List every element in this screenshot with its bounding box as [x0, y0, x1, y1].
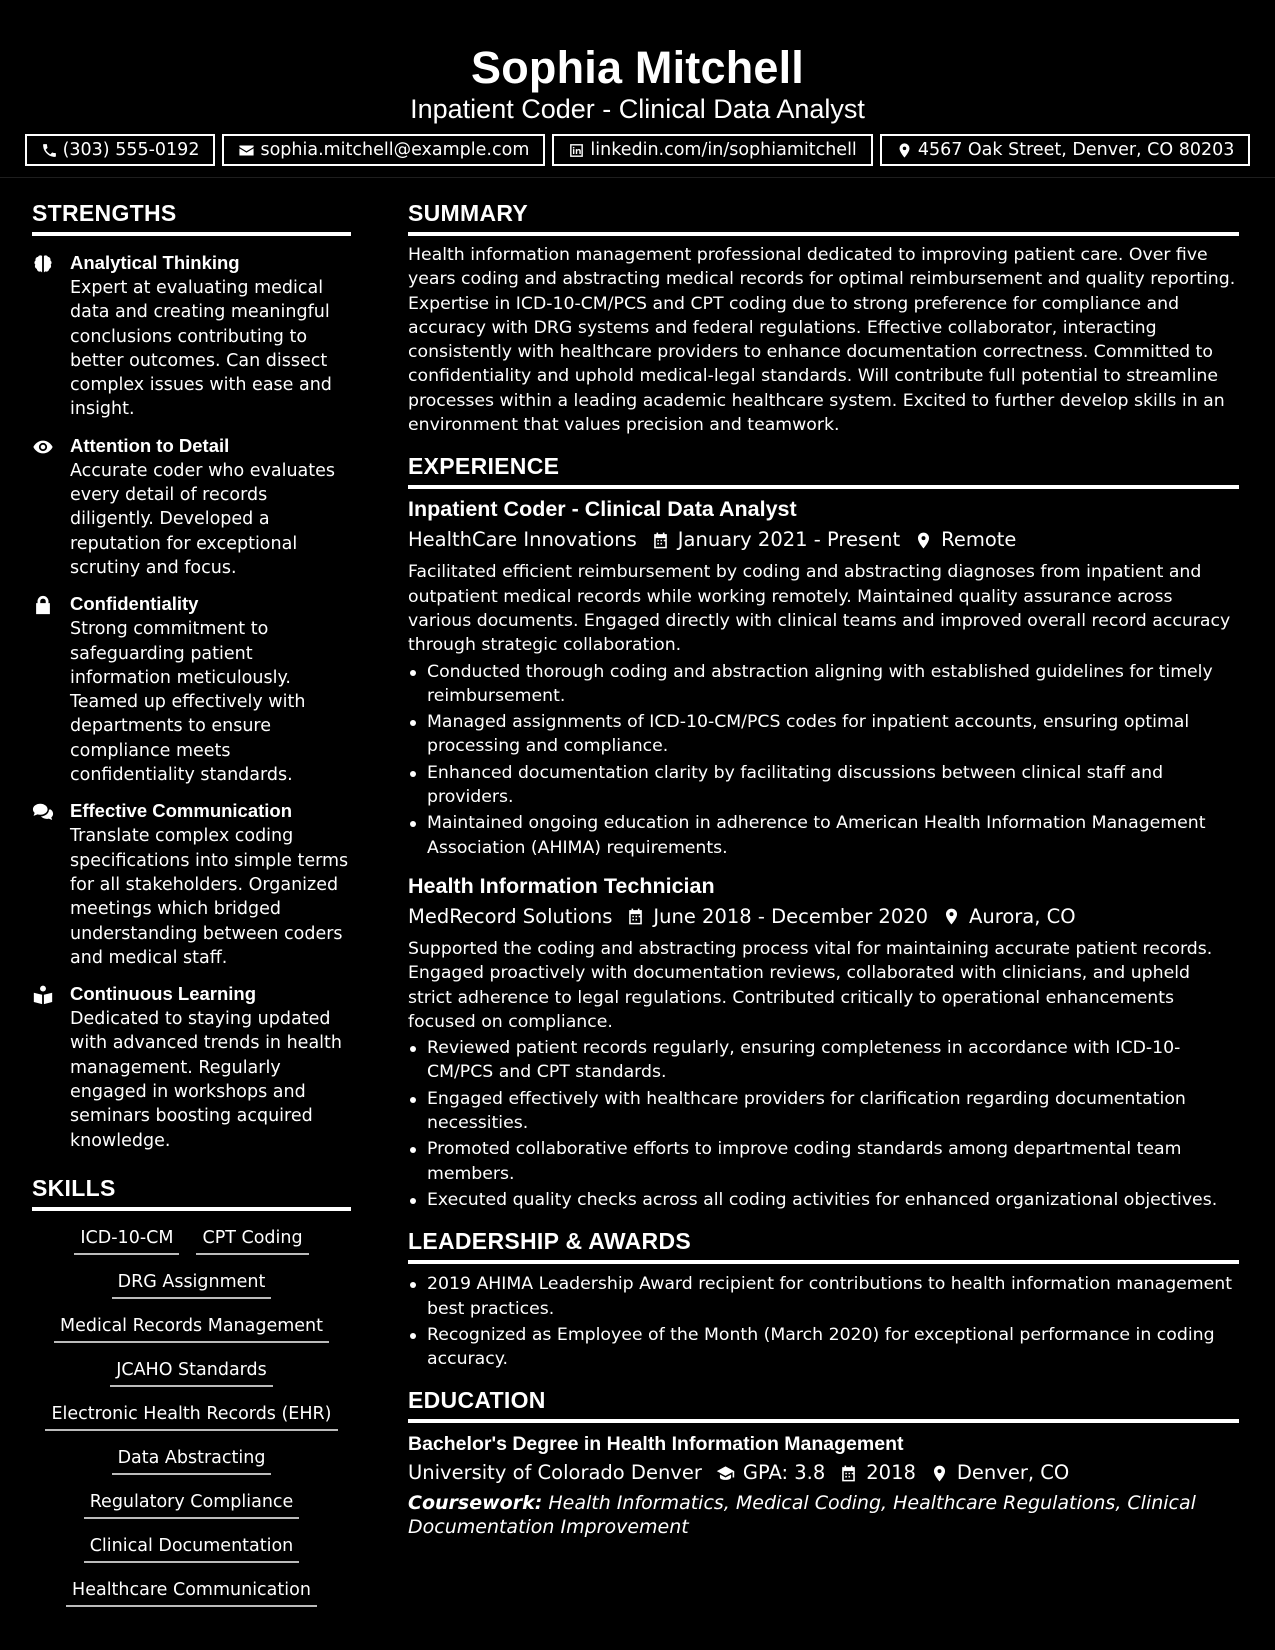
job-location: Remote: [941, 528, 1017, 552]
skill-tag: Electronic Health Records (EHR): [45, 1403, 337, 1431]
strength-description: Translate complex coding specifications into simple terms for all stakeholders. Organized meetings which bridged understanding between coders and medical staff.: [70, 826, 349, 968]
strength-item: [32, 591, 351, 787]
graduation-cap-icon: [716, 1464, 735, 1483]
graduation-year: 2018: [866, 1461, 916, 1485]
skill-tag: CPT Coding: [196, 1227, 308, 1255]
award-item: Recognized as Employee of the Month (March 2020) for exceptional performance in coding accuracy.: [408, 1323, 1239, 1372]
job-dates: June 2018 - December 2020: [653, 904, 929, 928]
job-entry: [408, 872, 1239, 1212]
strength-title: Confidentiality: [70, 593, 199, 615]
map-pin-icon: [942, 907, 961, 926]
degree-title: Bachelor's Degree in Health Information Management: [408, 1433, 904, 1456]
strength-title: Continuous Learning: [70, 983, 257, 1005]
map-pin-icon: [930, 1464, 949, 1483]
calendar-icon: [626, 907, 645, 926]
school-name: University of Colorado Denver: [408, 1461, 702, 1485]
education-heading: EDUCATION: [408, 1387, 1239, 1423]
school-location: Denver, CO: [956, 1461, 1070, 1485]
strength-item: [32, 250, 351, 422]
leadership-list: [408, 1272, 1239, 1371]
resume-header: [0, 0, 1275, 178]
job-meta: [408, 903, 1239, 931]
skill-tag: Medical Records Management: [54, 1315, 329, 1343]
calendar-icon: [839, 1464, 858, 1483]
leadership-heading: LEADERSHIP & AWARDS: [408, 1228, 1239, 1264]
skills-list: [32, 1227, 351, 1607]
map-pin-icon: [914, 531, 933, 550]
skill-tag: ICD-10-CM: [74, 1227, 179, 1255]
bullet-item: Enhanced documentation clarity by facilitating discussions between clinical staff and providers.: [408, 761, 1239, 810]
experience-heading: EXPERIENCE: [408, 453, 1239, 489]
strength-title: Attention to Detail: [70, 434, 230, 456]
job-description: Supported the coding and abstracting process vital for maintaining accurate patient records. Engaged proactively with documentation reviews, collaborated with clinicians, and upheld strict adherence to legal regulations. Contributed critically to operational enhancements focused on compliance.: [408, 938, 1213, 1032]
strength-description: Expert at evaluating medical data and creating meaningful conclusions contributing to better outcomes. Can dissect complex issues with ease and insight.: [70, 278, 332, 420]
education-meta: [408, 1459, 1239, 1487]
eye-icon: [32, 436, 54, 458]
contact-phone[interactable]: [25, 134, 216, 166]
sidebar: [32, 178, 351, 1623]
job-location: Aurora, CO: [969, 904, 1076, 928]
brain-icon: [32, 253, 54, 275]
bullet-item: Engaged effectively with healthcare providers for clarification regarding documentation necessities.: [408, 1087, 1239, 1136]
coursework-text: Health Informatics, Medical Coding, Healthcare Regulations, Clinical Documentation Improvement: [408, 1492, 1196, 1539]
bullet-item: Conducted thorough coding and abstraction aligning with established guidelines for timely reimbursement.: [408, 660, 1239, 709]
strength-title: Analytical Thinking: [70, 252, 240, 273]
comments-icon: [32, 801, 54, 823]
strength-item: [32, 433, 351, 580]
job-description: Facilitated efficient reimbursement by coding and abstracting diagnoses from inpatient and outpatient medical records while working remotely. Maintained quality assurance across various documents. Engaged directly with clinical teams and improved overall record accuracy through strategic collaboration.: [408, 562, 1231, 656]
skill-tag: Data Abstracting: [112, 1447, 272, 1475]
award-item: 2019 AHIMA Leadership Award recipient for contributions to health information management best practices.: [408, 1272, 1239, 1321]
strength-item: [32, 981, 351, 1153]
candidate-title: Inpatient Coder - Clinical Data Analyst: [410, 94, 865, 124]
lock-icon: [32, 594, 54, 616]
job-title: Health Information Technician: [408, 873, 715, 898]
skill-tag: Clinical Documentation: [84, 1535, 300, 1563]
skill-tag: Regulatory Compliance: [84, 1491, 300, 1519]
skills-heading: SKILLS: [32, 1175, 351, 1211]
phone-icon: [41, 142, 58, 159]
education-entry: [408, 1431, 1239, 1539]
bullet-item: Managed assignments of ICD-10-CM/PCS codes for inpatient accounts, ensuring optimal processing and compliance.: [408, 710, 1239, 759]
job-meta: [408, 526, 1239, 554]
job-bullets: [408, 660, 1239, 860]
map-pin-icon: [896, 142, 913, 159]
job-title: Inpatient Coder - Clinical Data Analyst: [408, 497, 797, 522]
candidate-name: Sophia Mitchell: [470, 42, 805, 93]
contact-address-text: 4567 Oak Street, Denver, CO 80203: [917, 140, 1235, 160]
calendar-icon: [651, 531, 670, 550]
linkedin-icon: [568, 142, 585, 159]
contact-phone-text: (303) 555-0192: [62, 140, 200, 160]
strength-description: Accurate coder who evaluates every detail of records diligently. Developed a reputation for exceptional scrutiny and focus.: [70, 460, 336, 578]
job-bullets: [408, 1036, 1239, 1212]
strength-description: Dedicated to staying updated with advanced trends in health management. Regularly engaged in workshops and seminars boosting acquired knowledge.: [70, 1009, 342, 1151]
contact-email[interactable]: [222, 134, 545, 166]
contact-bar: [0, 134, 1275, 166]
summary-text: Health information management professional dedicated to improving patient care. Over five years coding and abstracting medical records for optimal reimbursement and quality reporting. Expertise in ICD-10-CM/PCS and CPT coding due to strong preference for compliance and accuracy with DRG systems and federal regulations. Effective collaborator, interacting consistently with healthcare providers to enhance documentation correctness. Committed to confidentiality and uphold medical-legal standards. Will contribute full potential to streamline processes within a leading academic healthcare system. Excited to further develop skills in an environment that values precision and teamwork.: [408, 245, 1236, 436]
contact-address[interactable]: [880, 134, 1251, 166]
skill-tag: Healthcare Communication: [66, 1579, 317, 1607]
strength-description: Strong commitment to safeguarding patient information meticulously. Teamed up effectively with departments to ensure compliance meets confidentiality standards.: [70, 619, 306, 786]
main-content: [408, 178, 1239, 1539]
strength-item: [32, 798, 351, 970]
job-entry: [408, 495, 1239, 860]
skill-tag: JCAHO Standards: [110, 1359, 273, 1387]
strengths-heading: STRENGTHS: [32, 200, 351, 236]
book-reader-icon: [32, 984, 54, 1006]
coursework: [408, 1491, 1239, 1539]
bullet-item: Promoted collaborative efforts to improve coding standards among departmental team members.: [408, 1137, 1239, 1186]
gpa: GPA: 3.8: [742, 1461, 826, 1485]
skill-tag: DRG Assignment: [112, 1271, 272, 1299]
job-company: HealthCare Innovations: [408, 528, 637, 552]
summary-heading: SUMMARY: [408, 200, 1239, 236]
contact-email-text: sophia.mitchell@example.com: [260, 140, 530, 160]
envelope-icon: [238, 142, 255, 159]
strength-title: Effective Communication: [70, 800, 293, 822]
bullet-item: Executed quality checks across all coding activities for enhanced organizational objectives.: [408, 1188, 1239, 1212]
job-company: MedRecord Solutions: [408, 904, 613, 928]
coursework-label: Coursework:: [408, 1492, 543, 1515]
contact-linkedin[interactable]: [552, 134, 872, 166]
bullet-item: Reviewed patient records regularly, ensuring completeness in accordance with ICD-10-CM/PCS and CPT standards.: [408, 1036, 1239, 1085]
job-dates: January 2021 - Present: [677, 528, 901, 552]
contact-linkedin-text: linkedin.com/in/sophiamitchell: [590, 140, 857, 160]
bullet-item: Maintained ongoing education in adherence to American Health Information Management Association (AHIMA) requirements.: [408, 811, 1239, 860]
